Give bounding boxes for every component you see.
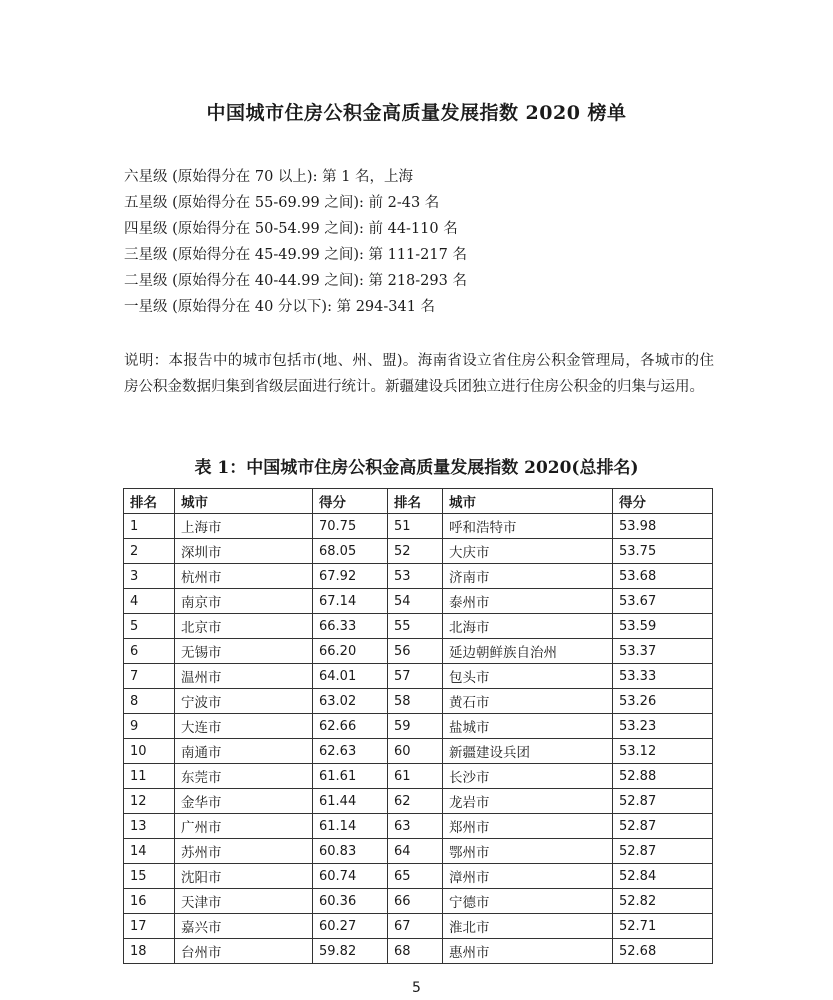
rank-cell: 6 [124,639,175,664]
city-cell: 天津市 [175,889,313,914]
tier-one-star: 一星级 (原始得分在 40 分以下): 第 294-341 名 [124,299,436,315]
rank-cell: 65 [388,864,443,889]
city-cell: 黄石市 [443,689,613,714]
header-city: 城市 [443,489,613,514]
tier-six-star: 六星级 (原始得分在 70 以上): 第 1 名，上海 [124,169,414,185]
rank-cell: 2 [124,539,175,564]
header-score: 得分 [613,489,713,514]
table-body [124,514,713,964]
table-row [124,689,713,714]
score-cell: 60.27 [313,914,388,939]
city-cell: 宁德市 [443,889,613,914]
rank-cell: 61 [388,764,443,789]
score-cell: 60.74 [313,864,388,889]
city-cell: 宁波市 [175,689,313,714]
score-cell: 53.33 [613,664,713,689]
score-cell: 52.71 [613,914,713,939]
city-cell: 苏州市 [175,839,313,864]
rank-cell: 3 [124,564,175,589]
rank-cell: 15 [124,864,175,889]
city-cell: 大连市 [175,714,313,739]
table-row [124,789,713,814]
city-cell: 呼和浩特市 [443,514,613,539]
city-cell: 嘉兴市 [175,914,313,939]
rank-cell: 17 [124,914,175,939]
rank-cell: 8 [124,689,175,714]
table-row [124,764,713,789]
city-cell: 龙岩市 [443,789,613,814]
city-cell: 新疆建设兵团 [443,739,613,764]
score-cell: 66.33 [313,614,388,639]
score-cell: 60.83 [313,839,388,864]
rank-cell: 7 [124,664,175,689]
rank-cell: 10 [124,739,175,764]
city-cell: 鄂州市 [443,839,613,864]
tier-three-star: 三星级 (原始得分在 45-49.99 之间): 第 111-217 名 [124,247,467,263]
table-row [124,564,713,589]
city-cell: 杭州市 [175,564,313,589]
score-cell: 62.66 [313,714,388,739]
score-cell: 52.84 [613,864,713,889]
city-cell: 台州市 [175,939,313,964]
table-row [124,939,713,964]
city-cell: 广州市 [175,814,313,839]
rank-cell: 59 [388,714,443,739]
score-cell: 52.87 [613,789,713,814]
score-cell: 53.68 [613,564,713,589]
table-row [124,714,713,739]
score-cell: 53.37 [613,639,713,664]
tier-two-star: 二星级 (原始得分在 40-44.99 之间): 第 218-293 名 [124,273,467,289]
rank-cell: 56 [388,639,443,664]
score-cell: 52.82 [613,889,713,914]
city-cell: 上海市 [175,514,313,539]
rank-cell: 63 [388,814,443,839]
score-cell: 67.92 [313,564,388,589]
city-cell: 郑州市 [443,814,613,839]
rank-cell: 66 [388,889,443,914]
table-row [124,889,713,914]
city-cell: 南京市 [175,589,313,614]
rank-cell: 1 [124,514,175,539]
score-cell: 53.12 [613,739,713,764]
tier-five-star: 五星级 (原始得分在 55-69.99 之间): 前 2-43 名 [124,195,440,211]
score-cell: 59.82 [313,939,388,964]
table-row [124,864,713,889]
rank-cell: 67 [388,914,443,939]
rank-cell: 13 [124,814,175,839]
rank-cell: 54 [388,589,443,614]
rank-cell: 11 [124,764,175,789]
city-cell: 淮北市 [443,914,613,939]
score-cell: 53.98 [613,514,713,539]
city-cell: 金华市 [175,789,313,814]
city-cell: 包头市 [443,664,613,689]
rank-cell: 52 [388,539,443,564]
city-cell: 长沙市 [443,764,613,789]
table-row [124,639,713,664]
rank-cell: 64 [388,839,443,864]
city-cell: 温州市 [175,664,313,689]
score-cell: 61.44 [313,789,388,814]
table-row [124,539,713,564]
score-cell: 52.68 [613,939,713,964]
page-title: 中国城市住房公积金高质量发展指数 2020 榜单 [206,102,627,124]
city-cell: 沈阳市 [175,864,313,889]
score-cell: 62.63 [313,739,388,764]
rank-cell: 4 [124,589,175,614]
score-cell: 53.67 [613,589,713,614]
ranking-table [123,488,713,964]
score-cell: 53.23 [613,714,713,739]
table-row [124,614,713,639]
score-cell: 53.26 [613,689,713,714]
score-cell: 60.36 [313,889,388,914]
table-row [124,814,713,839]
explanatory-note: 说明：本报告中的城市包括市(地、州、盟)。海南省设立省住房公积金管理局，各城市的住房公积金数据归集到省级层面进行统计。新疆建设兵团独立进行住房公积金的归集与运用。 [124,353,714,395]
score-cell: 64.01 [313,664,388,689]
city-cell: 无锡市 [175,639,313,664]
header-city: 城市 [175,489,313,514]
score-cell: 53.59 [613,614,713,639]
rank-cell: 16 [124,889,175,914]
rank-cell: 5 [124,614,175,639]
score-cell: 63.02 [313,689,388,714]
star-tier-list [124,164,724,320]
city-cell: 惠州市 [443,939,613,964]
city-cell: 南通市 [175,739,313,764]
score-cell: 52.88 [613,764,713,789]
header-rank: 排名 [388,489,443,514]
city-cell: 东莞市 [175,764,313,789]
score-cell: 61.61 [313,764,388,789]
table-row [124,514,713,539]
rank-cell: 51 [388,514,443,539]
score-cell: 67.14 [313,589,388,614]
header-rank: 排名 [124,489,175,514]
page-number: 5 [412,980,421,996]
city-cell: 北京市 [175,614,313,639]
city-cell: 延边朝鲜族自治州 [443,639,613,664]
score-cell: 61.14 [313,814,388,839]
table-row [124,739,713,764]
rank-cell: 68 [388,939,443,964]
score-cell: 70.75 [313,514,388,539]
table-header-row [124,489,713,514]
rank-cell: 55 [388,614,443,639]
rank-cell: 14 [124,839,175,864]
rank-cell: 60 [388,739,443,764]
city-cell: 济南市 [443,564,613,589]
table-caption: 表 1：中国城市住房公积金高质量发展指数 2020(总排名) [194,458,639,478]
score-cell: 66.20 [313,639,388,664]
rank-cell: 18 [124,939,175,964]
table-row [124,664,713,689]
city-cell: 深圳市 [175,539,313,564]
table-row [124,839,713,864]
score-cell: 52.87 [613,839,713,864]
city-cell: 盐城市 [443,714,613,739]
table-row [124,589,713,614]
rank-cell: 58 [388,689,443,714]
city-cell: 北海市 [443,614,613,639]
city-cell: 大庆市 [443,539,613,564]
score-cell: 52.87 [613,814,713,839]
score-cell: 53.75 [613,539,713,564]
city-cell: 漳州市 [443,864,613,889]
rank-cell: 62 [388,789,443,814]
city-cell: 泰州市 [443,589,613,614]
tier-four-star: 四星级 (原始得分在 50-54.99 之间): 前 44-110 名 [124,221,458,237]
rank-cell: 53 [388,564,443,589]
rank-cell: 9 [124,714,175,739]
header-score: 得分 [313,489,388,514]
table-row [124,914,713,939]
rank-cell: 12 [124,789,175,814]
rank-cell: 57 [388,664,443,689]
score-cell: 68.05 [313,539,388,564]
